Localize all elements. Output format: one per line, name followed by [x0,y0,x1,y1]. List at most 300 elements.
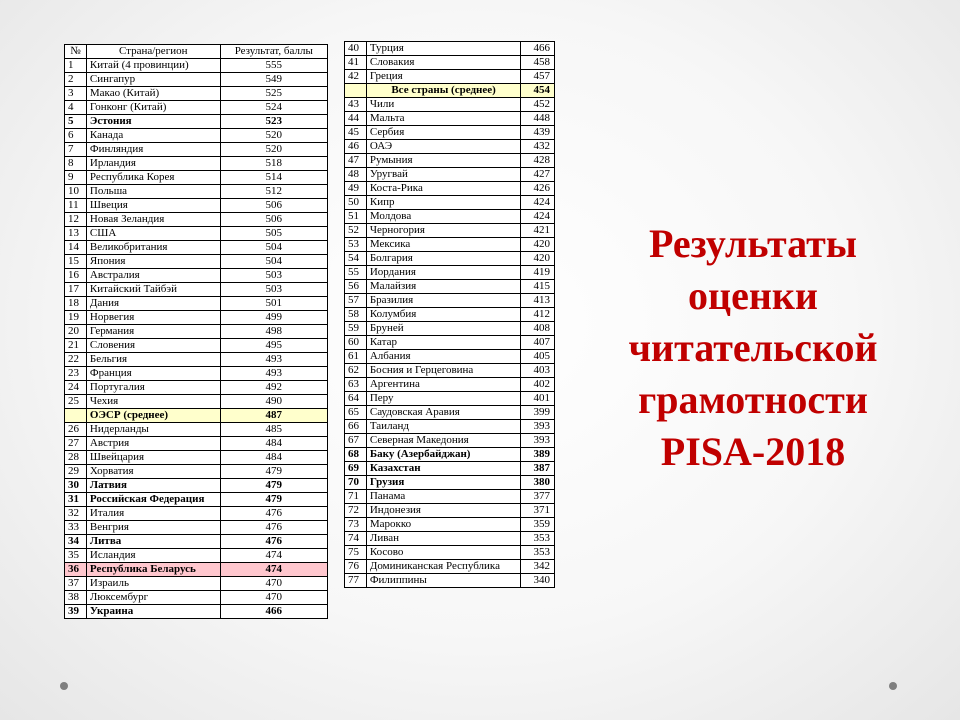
score-cell: 387 [521,462,555,476]
score-cell: 490 [220,395,327,409]
score-cell: 426 [521,182,555,196]
table-row [65,157,328,171]
rank-cell: 49 [345,182,367,196]
table-row [65,577,328,591]
rank-cell: 43 [345,98,367,112]
score-cell: 393 [521,420,555,434]
table-row [345,252,555,266]
country-cell: Люксембург [86,591,220,605]
table-row [65,227,328,241]
country-cell: Казахстан [366,462,520,476]
score-cell: 518 [220,157,327,171]
table-row [65,59,328,73]
rank-cell: 15 [65,255,87,269]
table-row [345,210,555,224]
score-cell: 428 [521,154,555,168]
rank-cell: 74 [345,532,367,546]
country-cell: Венгрия [86,521,220,535]
table-row [65,213,328,227]
rank-cell: 68 [345,448,367,462]
table-row [345,168,555,182]
score-cell: 479 [220,465,327,479]
table-row [65,241,328,255]
country-cell: Китай (4 провинции) [86,59,220,73]
rank-cell: 40 [345,42,367,56]
country-cell: Греция [366,70,520,84]
country-cell: Сербия [366,126,520,140]
table-row [65,353,328,367]
country-cell: Индонезия [366,504,520,518]
ranking-table-right [344,41,555,588]
rank-cell: 10 [65,185,87,199]
rank-cell: 4 [65,101,87,115]
score-cell: 427 [521,168,555,182]
slide-title [588,218,918,478]
rank-cell: 59 [345,322,367,336]
table-row [65,101,328,115]
table-row [345,476,555,490]
country-cell: Республика Беларусь [86,563,220,577]
score-cell: 503 [220,283,327,297]
score-cell: 485 [220,423,327,437]
rank-cell: 2 [65,73,87,87]
score-cell: 501 [220,297,327,311]
rank-cell: 55 [345,266,367,280]
score-cell: 504 [220,255,327,269]
score-cell: 371 [521,504,555,518]
rank-cell: 51 [345,210,367,224]
score-cell: 525 [220,87,327,101]
score-cell: 555 [220,59,327,73]
country-cell: Норвегия [86,311,220,325]
table-row [345,406,555,420]
title-line: Результаты [649,221,857,266]
score-cell: 405 [521,350,555,364]
rank-cell: 62 [345,364,367,378]
average-row [345,84,555,98]
rank-cell: 52 [345,224,367,238]
title-line: оценки [688,273,818,318]
country-cell: Ирландия [86,157,220,171]
country-cell: Босния и Герцеговина [366,364,520,378]
rank-cell: 5 [65,115,87,129]
table-row [65,549,328,563]
score-cell: 448 [521,112,555,126]
score-cell: 499 [220,311,327,325]
country-cell: Швеция [86,199,220,213]
rank-cell: 33 [65,521,87,535]
score-cell: 466 [521,42,555,56]
country-cell: Панама [366,490,520,504]
table-row [345,350,555,364]
rank-cell: 69 [345,462,367,476]
rank-cell: 66 [345,420,367,434]
country-cell: Бельгия [86,353,220,367]
table-row [65,87,328,101]
table-row [345,154,555,168]
table-row [65,605,328,619]
table-row [345,448,555,462]
rank-cell: 1 [65,59,87,73]
score-cell: 424 [521,196,555,210]
score-cell: 342 [521,560,555,574]
country-cell: Российская Федерация [86,493,220,507]
rank-cell: 29 [65,465,87,479]
table-row [345,490,555,504]
score-cell: 479 [220,479,327,493]
score-cell: 492 [220,381,327,395]
country-cell: Молдова [366,210,520,224]
country-cell: Перу [366,392,520,406]
country-cell: Чили [366,98,520,112]
table-row [65,535,328,549]
table-row [345,364,555,378]
rank-cell: 3 [65,87,87,101]
table-row [65,269,328,283]
score-cell: 399 [521,406,555,420]
score-cell: 520 [220,143,327,157]
country-cell: Словакия [366,56,520,70]
rank-cell: 7 [65,143,87,157]
table-row [345,420,555,434]
rank-cell: 58 [345,308,367,322]
country-cell: Кипр [366,196,520,210]
score-cell: 474 [220,549,327,563]
score-cell: 415 [521,280,555,294]
country-cell: Гонконг (Китай) [86,101,220,115]
rank-cell: 70 [345,476,367,490]
header-number: № [65,45,87,59]
rank-cell: 13 [65,227,87,241]
rank-cell: 32 [65,507,87,521]
country-cell: Мальта [366,112,520,126]
score-cell: 454 [521,84,555,98]
score-cell: 412 [521,308,555,322]
country-cell: Все страны (среднее) [366,84,520,98]
table-row [345,196,555,210]
country-cell: Эстония [86,115,220,129]
table-row [345,574,555,588]
rank-cell: 53 [345,238,367,252]
table-row [65,255,328,269]
table-row [65,311,328,325]
score-cell: 476 [220,521,327,535]
table-row [65,143,328,157]
country-cell: Украина [86,605,220,619]
table-row [65,507,328,521]
country-cell: Германия [86,325,220,339]
country-cell: Австралия [86,269,220,283]
rank-cell: 18 [65,297,87,311]
country-cell: Иордания [366,266,520,280]
table-row [345,518,555,532]
score-cell: 493 [220,353,327,367]
table-row [345,238,555,252]
country-cell: Китайский Тайбэй [86,283,220,297]
score-cell: 458 [521,56,555,70]
table-row [345,378,555,392]
rank-cell: 72 [345,504,367,518]
score-cell: 340 [521,574,555,588]
score-cell: 512 [220,185,327,199]
country-cell: Финляндия [86,143,220,157]
country-cell: Швейцария [86,451,220,465]
rank-cell: 6 [65,129,87,143]
country-cell: Чехия [86,395,220,409]
rank-cell: 56 [345,280,367,294]
score-cell: 401 [521,392,555,406]
country-cell: Черногория [366,224,520,238]
table-row [65,73,328,87]
country-cell: Израиль [86,577,220,591]
table-row [345,42,555,56]
table-row [345,266,555,280]
rank-cell [65,409,87,423]
slide-corner-dot-icon [60,682,68,690]
score-cell: 359 [521,518,555,532]
rank-cell: 9 [65,171,87,185]
ranking-table-left [64,44,328,619]
score-cell: 476 [220,535,327,549]
score-cell: 457 [521,70,555,84]
country-cell: Таиланд [366,420,520,434]
score-cell: 380 [521,476,555,490]
country-cell: Румыния [366,154,520,168]
rank-cell: 50 [345,196,367,210]
rank-cell: 31 [65,493,87,507]
table-row [345,392,555,406]
table-row [345,280,555,294]
score-cell: 484 [220,451,327,465]
score-cell: 466 [220,605,327,619]
table-row [65,283,328,297]
rank-cell: 8 [65,157,87,171]
country-cell: Баку (Азербайджан) [366,448,520,462]
country-cell: Мексика [366,238,520,252]
country-cell: Уругвай [366,168,520,182]
country-cell: Литва [86,535,220,549]
score-cell: 506 [220,213,327,227]
score-cell: 474 [220,563,327,577]
title-line: читательской [628,325,878,370]
country-cell: Северная Македония [366,434,520,448]
score-cell: 484 [220,437,327,451]
table-row [345,532,555,546]
country-cell: Катар [366,336,520,350]
table-row [65,185,328,199]
country-cell: Хорватия [86,465,220,479]
score-cell: 420 [521,238,555,252]
rank-cell: 39 [65,605,87,619]
table-row [65,395,328,409]
table-row [345,546,555,560]
rank-cell: 36 [65,563,87,577]
score-cell: 353 [521,546,555,560]
country-cell: Польша [86,185,220,199]
rank-cell: 22 [65,353,87,367]
rank-cell: 48 [345,168,367,182]
score-cell: 505 [220,227,327,241]
score-cell: 549 [220,73,327,87]
table-row [345,224,555,238]
country-cell: Макао (Китай) [86,87,220,101]
score-cell: 424 [521,210,555,224]
table-row [345,56,555,70]
rank-cell: 67 [345,434,367,448]
table-row [65,479,328,493]
country-cell: Аргентина [366,378,520,392]
score-cell: 524 [220,101,327,115]
table-row [65,465,328,479]
rank-cell: 38 [65,591,87,605]
rank-cell: 47 [345,154,367,168]
country-cell: Республика Корея [86,171,220,185]
country-cell: США [86,227,220,241]
table-row [345,182,555,196]
table-header-row [65,45,328,59]
country-cell: Доминиканская Республика [366,560,520,574]
slide-corner-dot-icon [889,682,897,690]
table-row [345,308,555,322]
rank-cell: 35 [65,549,87,563]
table-row [65,367,328,381]
table-row [65,129,328,143]
country-cell: Малайзия [366,280,520,294]
table-row [345,434,555,448]
country-cell: Нидерланды [86,423,220,437]
country-cell: Исландия [86,549,220,563]
table-row [65,381,328,395]
table-row [65,199,328,213]
score-cell: 403 [521,364,555,378]
rank-cell: 63 [345,378,367,392]
rank-cell: 37 [65,577,87,591]
table-row [345,112,555,126]
rank-cell: 20 [65,325,87,339]
country-cell: Сингапур [86,73,220,87]
country-cell: Филиппины [366,574,520,588]
country-cell: Марокко [366,518,520,532]
score-cell: 493 [220,367,327,381]
country-cell: Италия [86,507,220,521]
table-row [65,171,328,185]
rank-cell: 19 [65,311,87,325]
score-cell: 413 [521,294,555,308]
rank-cell: 54 [345,252,367,266]
score-cell: 419 [521,266,555,280]
title-line: грамотности [638,377,868,422]
country-cell: Австрия [86,437,220,451]
rank-cell: 41 [345,56,367,70]
country-cell: Грузия [366,476,520,490]
country-cell: Великобритания [86,241,220,255]
score-cell: 487 [220,409,327,423]
score-cell: 504 [220,241,327,255]
score-cell: 503 [220,269,327,283]
score-cell: 506 [220,199,327,213]
country-cell: Бразилия [366,294,520,308]
country-cell: Канада [86,129,220,143]
rank-cell: 60 [345,336,367,350]
table-row [345,126,555,140]
country-cell: Португалия [86,381,220,395]
score-cell: 479 [220,493,327,507]
rank-cell: 46 [345,140,367,154]
score-cell: 408 [521,322,555,336]
rank-cell: 23 [65,367,87,381]
country-cell: ОАЭ [366,140,520,154]
table-row [65,493,328,507]
score-cell: 439 [521,126,555,140]
country-cell: Саудовская Аравия [366,406,520,420]
rank-cell: 42 [345,70,367,84]
table-row [345,462,555,476]
table-row [65,591,328,605]
rank-cell: 16 [65,269,87,283]
table-row [345,504,555,518]
score-cell: 452 [521,98,555,112]
table-row [345,140,555,154]
rank-cell: 76 [345,560,367,574]
score-cell: 476 [220,507,327,521]
table-row [345,560,555,574]
title-line: PISA-2018 [660,429,846,474]
country-cell: Новая Зеландия [86,213,220,227]
score-cell: 514 [220,171,327,185]
table-row [65,115,328,129]
score-cell: 353 [521,532,555,546]
rank-cell: 44 [345,112,367,126]
rank-cell: 14 [65,241,87,255]
country-cell: Ливан [366,532,520,546]
table-row [65,325,328,339]
rank-cell: 12 [65,213,87,227]
country-cell: Бруней [366,322,520,336]
header-country: Страна/регион [86,45,220,59]
score-cell: 470 [220,577,327,591]
rank-cell: 75 [345,546,367,560]
country-cell: Албания [366,350,520,364]
table-row [65,437,328,451]
table-row [345,70,555,84]
score-cell: 520 [220,129,327,143]
country-cell: Косово [366,546,520,560]
score-cell: 421 [521,224,555,238]
table-row [65,423,328,437]
table-row [345,336,555,350]
country-cell: Турция [366,42,520,56]
rank-cell: 26 [65,423,87,437]
rank-cell: 30 [65,479,87,493]
table-row [65,297,328,311]
score-cell: 420 [521,252,555,266]
score-cell: 407 [521,336,555,350]
rank-cell: 28 [65,451,87,465]
score-cell: 402 [521,378,555,392]
table-row [65,521,328,535]
highlighted-row [65,563,328,577]
score-cell: 498 [220,325,327,339]
rank-cell: 21 [65,339,87,353]
rank-cell: 27 [65,437,87,451]
country-cell: Коста-Рика [366,182,520,196]
rank-cell: 64 [345,392,367,406]
table-row [65,451,328,465]
rank-cell: 57 [345,294,367,308]
score-cell: 432 [521,140,555,154]
rank-cell: 45 [345,126,367,140]
rank-cell: 65 [345,406,367,420]
